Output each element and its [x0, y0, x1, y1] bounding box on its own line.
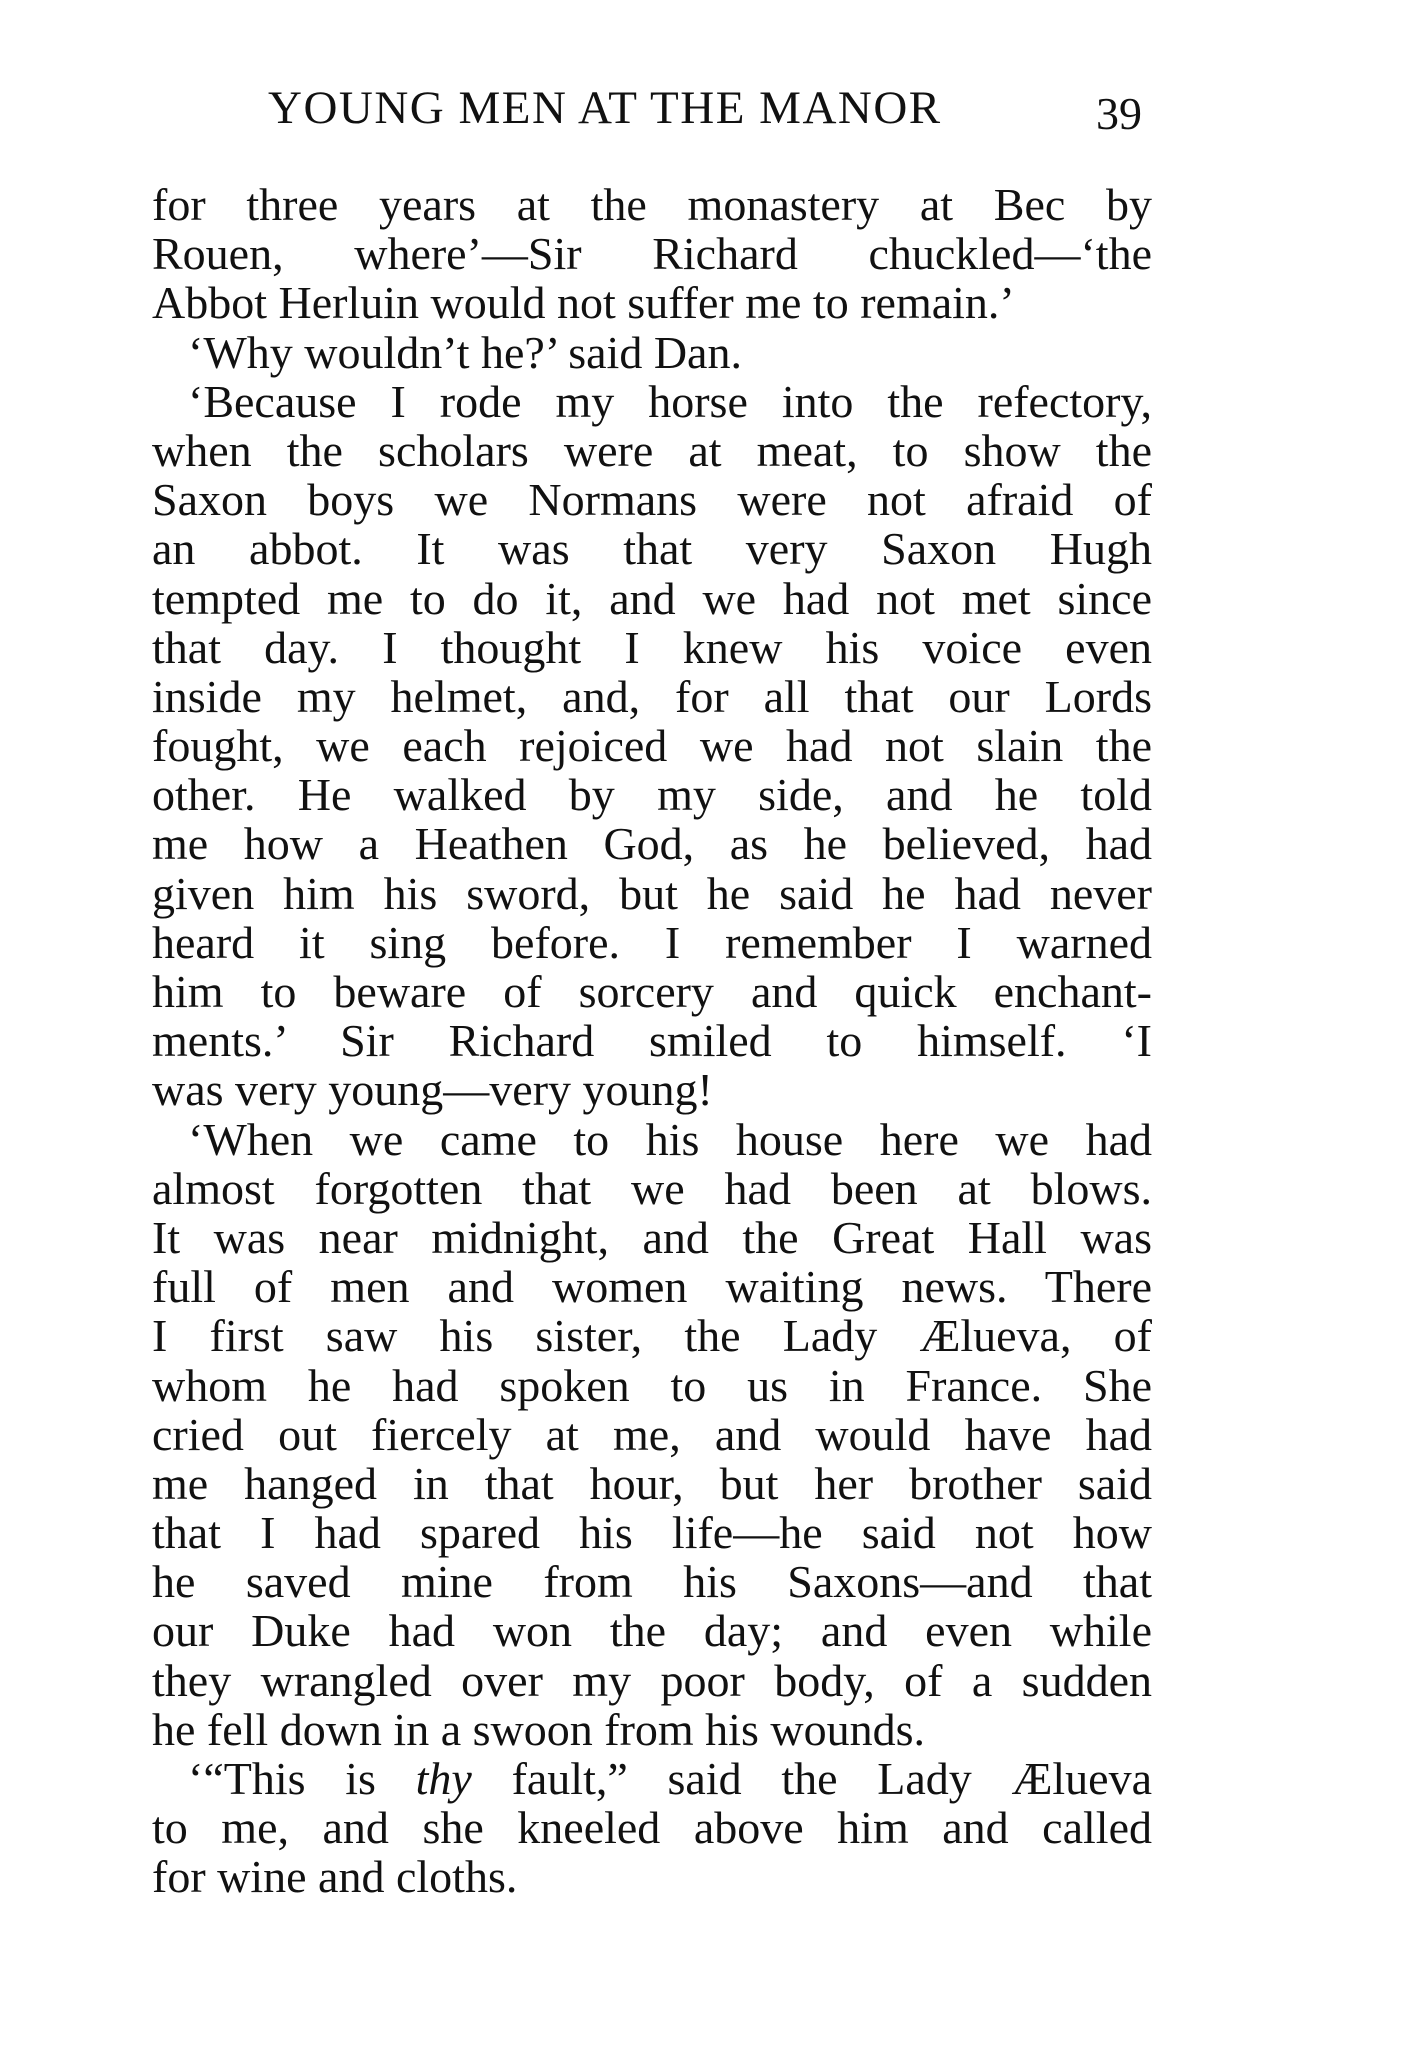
text-line: for three years at the monastery at Bec by — [152, 179, 1152, 230]
text-line: him to beware of sorcery and quick enchant- — [152, 966, 1152, 1017]
text-line: Rouen, where’—Sir Richard chuckled—‘the — [152, 228, 1152, 280]
text-line: was very young—very young! — [152, 1064, 713, 1116]
text-line: for wine and cloths. — [152, 1851, 518, 1903]
text-line: given him his sword, but he said he had never — [152, 867, 1152, 919]
text-line: he fell down in a swoon from his wounds. — [152, 1703, 925, 1755]
text-line: me hanged in that hour, but her brother said — [152, 1457, 1152, 1509]
text-fragment: ‘“This is — [188, 1753, 416, 1804]
text-line: fought, we each rejoiced we had not slain the — [152, 720, 1152, 772]
text-line: that I had spared his life—he said not how — [152, 1507, 1152, 1559]
text-line — [152, 1754, 1152, 1803]
text-line: ‘Because I rode my horse into the refectory, — [188, 375, 1152, 427]
text-line: they wrangled over my poor body, of a sudden — [152, 1654, 1152, 1706]
text-line: ments.’ Sir Richard smiled to himself. ‘I — [152, 1015, 1152, 1067]
text-line: to me, and she kneeled above him and called — [152, 1802, 1152, 1854]
text-line: an abbot. It was that very Saxon Hugh — [152, 523, 1152, 575]
text-line: cried out fiercely at me, and would have had — [152, 1408, 1152, 1460]
text-line: ‘When we came to his house here we had — [188, 1113, 1152, 1165]
page-number: 39 — [1096, 88, 1142, 139]
text-line: full of men and women waiting news. There — [152, 1261, 1152, 1313]
text-line: our Duke had won the day; and even while — [152, 1605, 1152, 1657]
text-line: that day. I thought I knew his voice even — [152, 621, 1152, 673]
text-fragment: fault,” said the Lady Ælueva — [471, 1753, 1152, 1804]
text-line: when the scholars were at meat, to show the — [152, 424, 1152, 476]
text-line: heard it sing before. I remember I warned — [152, 916, 1152, 968]
text-line: Abbot Herluin would not suffer me to remain.’ — [152, 277, 1015, 329]
text-line: me how a Heathen God, as he believed, had — [152, 818, 1152, 870]
text-line: almost forgotten that we had been at blows. — [152, 1162, 1152, 1214]
page-header — [152, 70, 1152, 150]
text-line: other. He walked by my side, and he told — [152, 769, 1152, 821]
text-line: inside my helmet, and, for all that our Lords — [152, 670, 1152, 722]
text-line: whom he had spoken to us in France. She — [152, 1359, 1152, 1411]
text-line: It was near midnight, and the Great Hall was — [152, 1211, 1152, 1263]
text-line: ‘Why wouldn’t he?’ said Dan. — [188, 326, 742, 378]
text-line: he saved mine from his Saxons—and that — [152, 1556, 1152, 1608]
text-line: I first saw his sister, the Lady Ælueva, of — [152, 1310, 1152, 1362]
body-text — [152, 180, 1152, 1902]
text-line: tempted me to do it, and we had not met since — [152, 572, 1152, 624]
text-line: Saxon boys we Normans were not afraid of — [152, 474, 1152, 526]
italic-word: thy — [415, 1753, 472, 1804]
running-head: YOUNG MEN AT THE MANOR — [268, 82, 942, 134]
